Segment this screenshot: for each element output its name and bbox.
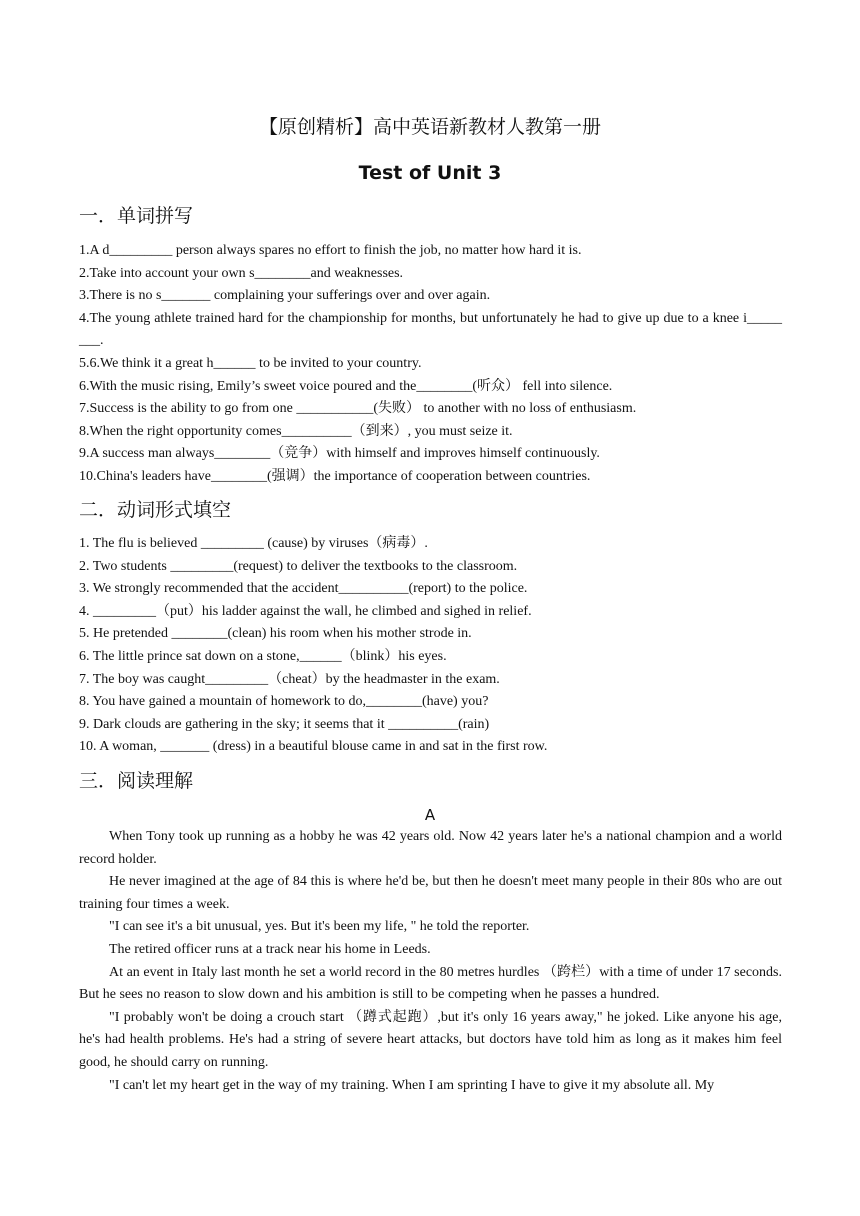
section-2-heading: 二．动词形式填空 [79,499,232,521]
passage-paragraph: He never imagined at the age of 84 this is where he'd be, but then he doesn't meet many people in their 80s who are out training four times a week. [79,874,782,912]
question-item: 7.Success is the ability to go from one ___________(失败） to another with no loss of enthusiasm. [79,401,637,417]
passage-label: A [424,806,436,824]
question-item: 3. We strongly recommended that the accident__________(report) to the police. [79,581,528,597]
question-item: 8.When the right opportunity comes__________（到来）, you must seize it. [79,423,513,439]
question-item: 8. You have gained a mountain of homework to do,________(have) you? [79,694,489,710]
question-item: 4. _________（put）his ladder against the wall, he climbed and sighed in relief. [79,603,532,619]
question-item: 1. The flu is believed _________ (cause) by viruses（病毒）. [79,536,428,551]
section-1-word-spelling-list [79,240,782,489]
question-item: 9.A success man always________（竞争）with himself and improves himself continuously. [79,446,600,462]
section-1-heading: 一．单词拼写 [79,205,194,227]
question-item: 5. He pretended ________(clean) his room when his mother strode in. [79,626,472,642]
reading-passage [79,826,782,1097]
question-item: 9. Dark clouds are gathering in the sky; it seems that it __________(rain) [79,716,490,732]
question-item: 3.There is no s_______ complaining your sufferings over and over again. [79,288,491,304]
passage-paragraph: The retired officer runs at a track near his home in Leeds. [109,941,431,957]
passage-paragraph: "I probably won't be doing a crouch start （蹲式起跑）,but it's only 16 years away," he joked. Like anyone his age, he's had health problems. He's had a string of severe heart attacks, but doctors have told him as long as it makes him feel good, he should carry on running. [79,1009,782,1070]
passage-paragraph: At an event in Italy last month he set a world record in the 80 metres hurdles （跨栏）with a time of under 17 seconds. But he sees no reason to slow down and his ambition is still to be competing when he passes a hundred. [79,964,782,1003]
question-item: 6.With the music rising, Emily’s sweet voice poured and the________(听众） fell into silence. [79,378,613,394]
passage-paragraph: "I can't let my heart get in the way of my training. When I am sprinting I have to give it my absolute all. My [109,1077,715,1093]
section-2-verb-form-list [79,533,782,759]
section-3-heading: 三．阅读理解 [79,770,194,792]
document-title-chinese: 【原创精析】高中英语新教材人教第一册 [258,116,601,138]
question-item: 7. The boy was caught_________（cheat）by the headmaster in the exam. [79,671,500,687]
question-item: 10. A woman, _______ (dress) in a beautiful blouse came in and sat in the first row. [79,739,548,755]
question-item: 2. Two students _________(request) to deliver the textbooks to the classroom. [79,558,518,574]
question-item: 2.Take into account your own s________and weaknesses. [79,265,404,281]
passage-paragraph: When Tony took up running as a hobby he was 42 years old. Now 42 years later he's a national champion and a world record holder. [79,829,782,867]
passage-paragraph: "I can see it's a bit unusual, yes. But it's been my life, " he told the reporter. [109,919,530,935]
question-item: 5.6.We think it a great h______ to be invited to your country. [79,355,422,371]
question-item: 6. The little prince sat down on a stone,______（blink）his eyes. [79,648,447,664]
question-item: 4.The young athlete trained hard for the championship for months, but unfortunately he had to give up due to a knee i_____ ___. [79,310,782,349]
question-item: 10.China's leaders have________(强调）the importance of cooperation between countries. [79,468,591,484]
question-item: 1.A d_________ person always spares no effort to finish the job, no matter how hard it is. [79,243,582,258]
document-title-english: Test of Unit 3 [358,162,502,184]
